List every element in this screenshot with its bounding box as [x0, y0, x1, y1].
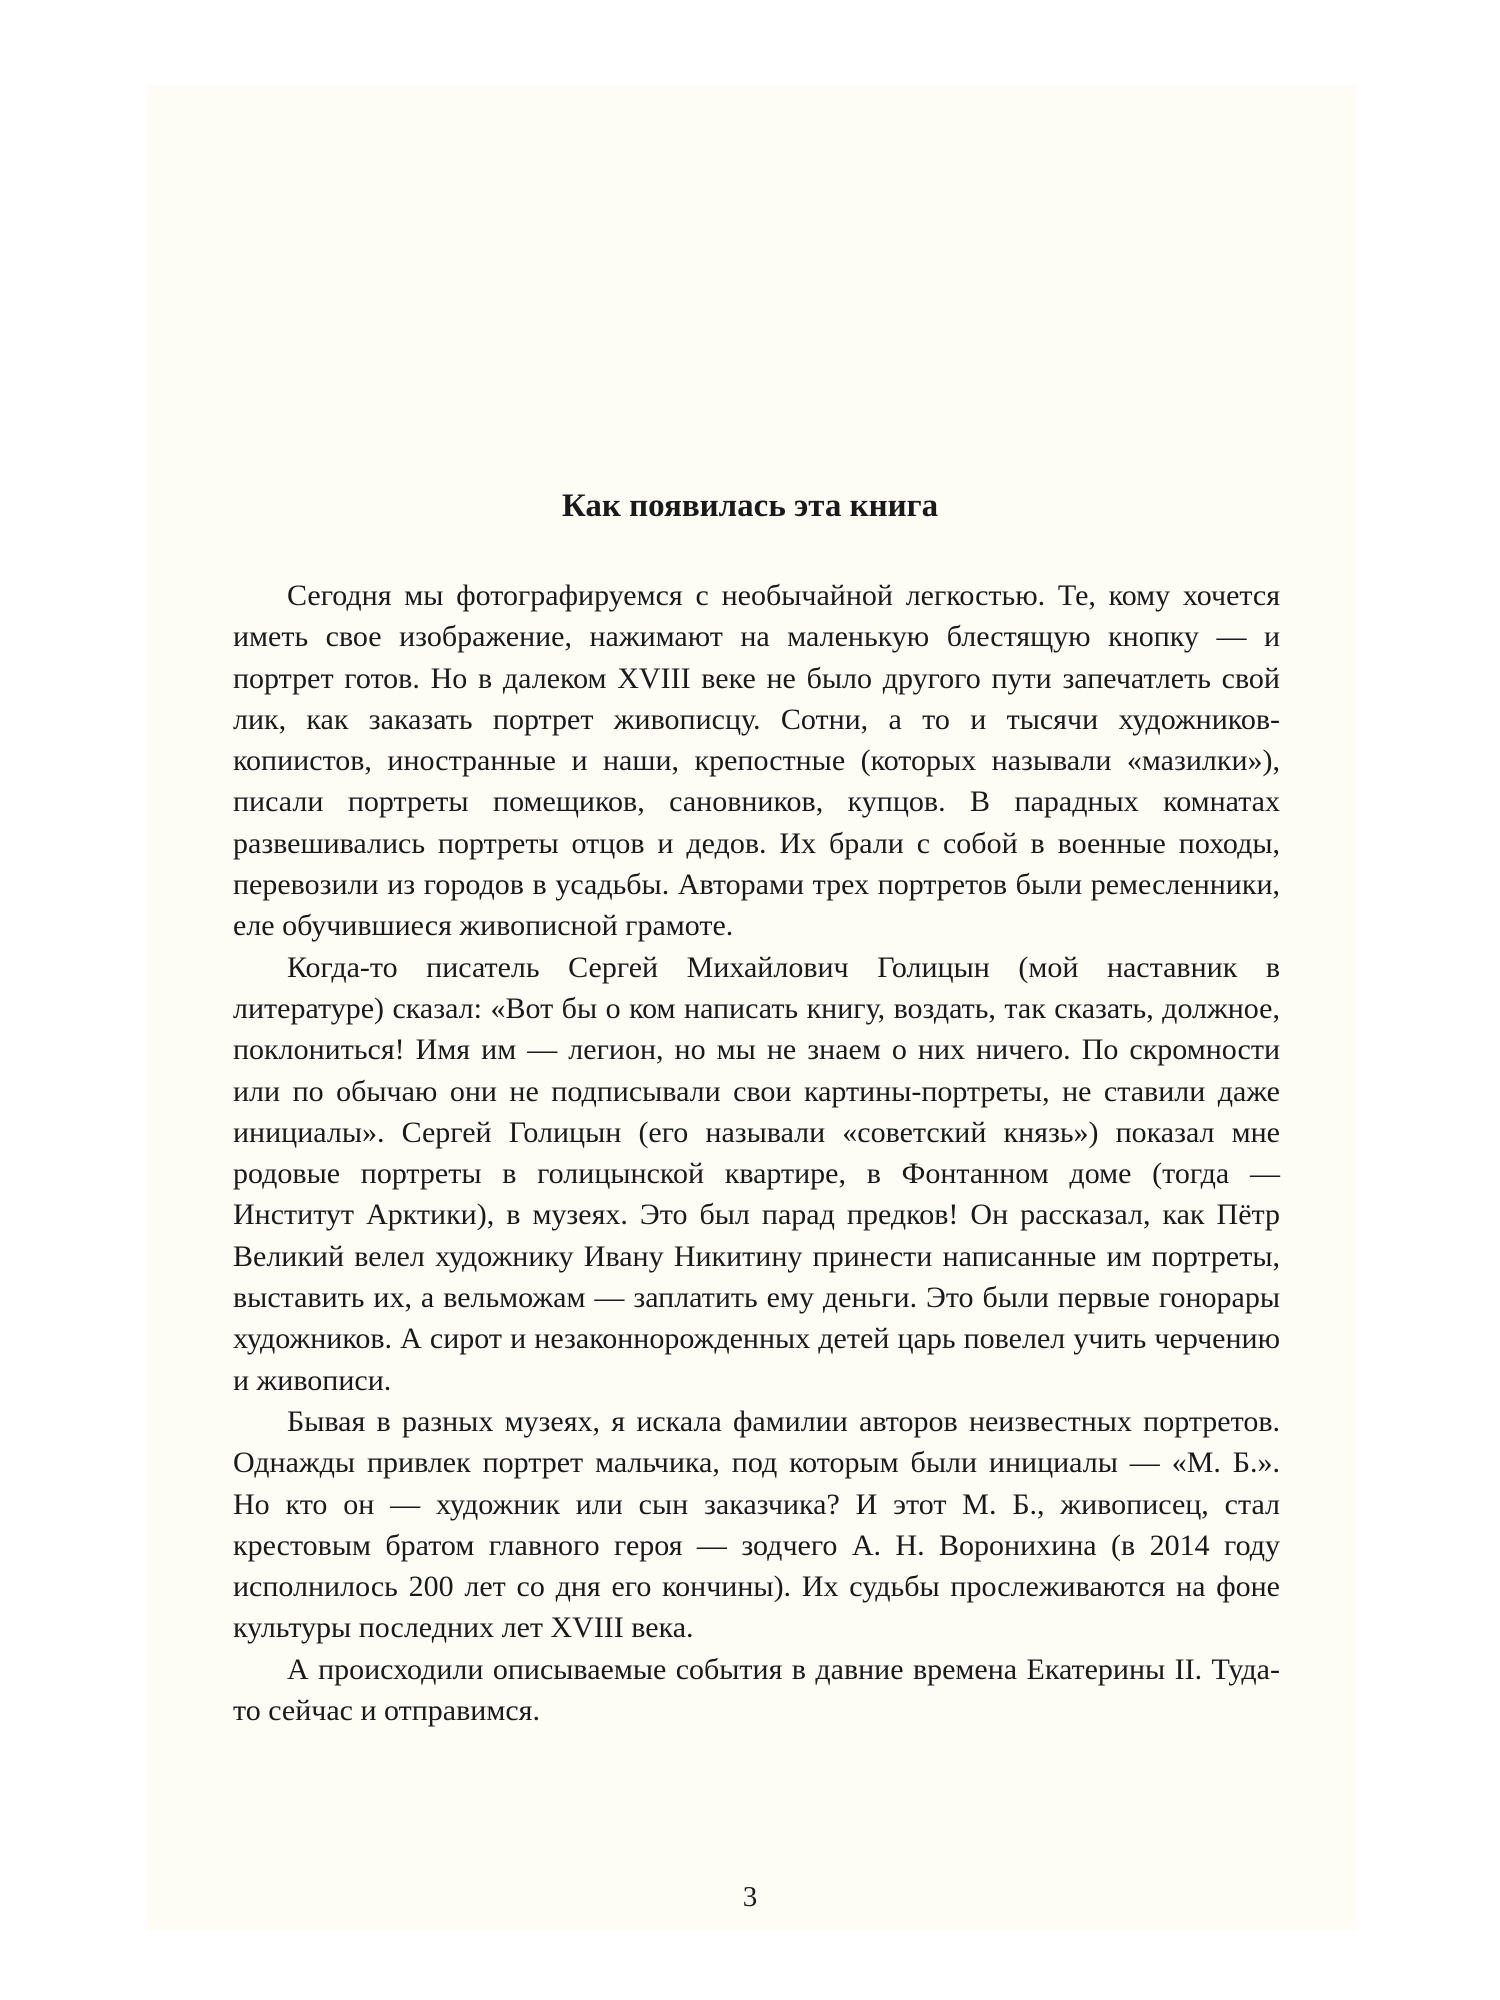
body-text — [233, 575, 1280, 1731]
paragraph: Бывая в разных музеях, я искала фамилии авторов неизвестных портретов. Однажды привлек портрет мальчика, под которым были инициалы — «М. Б.». Но кто он — художник или сын заказчика? И этот М. Б., живописец, стал крестовым братом главного героя — зодчего А. Н. Воронихина (в 2014 году исполнилось 200 лет со дня его кончины). Их судьбы прослеживаются на фоне культуры последних лет XVIII века. — [233, 1404, 1280, 1645]
paragraph: Сегодня мы фотографируемся с необычайной легкостью. Те, кому хочется иметь свое изображение, нажимают на маленькую блестящую кнопку — и портрет готов. Но в далеком XVIII веке не было другого пути запечатлеть свой лик, как заказать портрет живописцу. Сотни, а то и тысячи художников-копиистов, иностранные и наши, крепостные (которых называли «мазилки»), писали портреты помещиков, сановников, купцов. В парадных комнатах развешивались портреты отцов и дедов. Их брали с собой в военные походы, перевозили из городов в усадьбы. Авторами трех портретов были ремесленники, еле обучившиеся живописной грамоте. — [233, 579, 1280, 943]
paragraph: А происходили описываемые события в давние времена Екатерины II. Туда-то сейчас и отправимся. — [233, 1652, 1280, 1728]
page-number: 3 — [742, 1881, 758, 1913]
chapter-title: Как появилась эта книга — [561, 488, 939, 524]
paragraph: Когда-то писатель Сергей Михайлович Голицын (мой наставник в литературе) сказал: «Вот бы о ком написать книгу, воздать, так сказать, должное, поклониться! Имя им — легион, но мы не знаем о них ничего. По скромности или по обычаю они не подписывали свои картины-портреты, не ставили даже инициалы». Сергей Голицын (его называли «советский князь») показал мне родовые портреты в голицынской квартире, в Фонтанном доме (тогда — Институт Арктики), в музеях. Это был парад предков! Он рассказал, как Пётр Великий велел художнику Ивану Никитину принести написанные им портреты, выставить их, а вельможам — заплатить ему деньги. Это были первые гонорары художников. А сирот и незаконнорожденных детей царь повелел учить черчению и живописи. — [233, 950, 1280, 1397]
